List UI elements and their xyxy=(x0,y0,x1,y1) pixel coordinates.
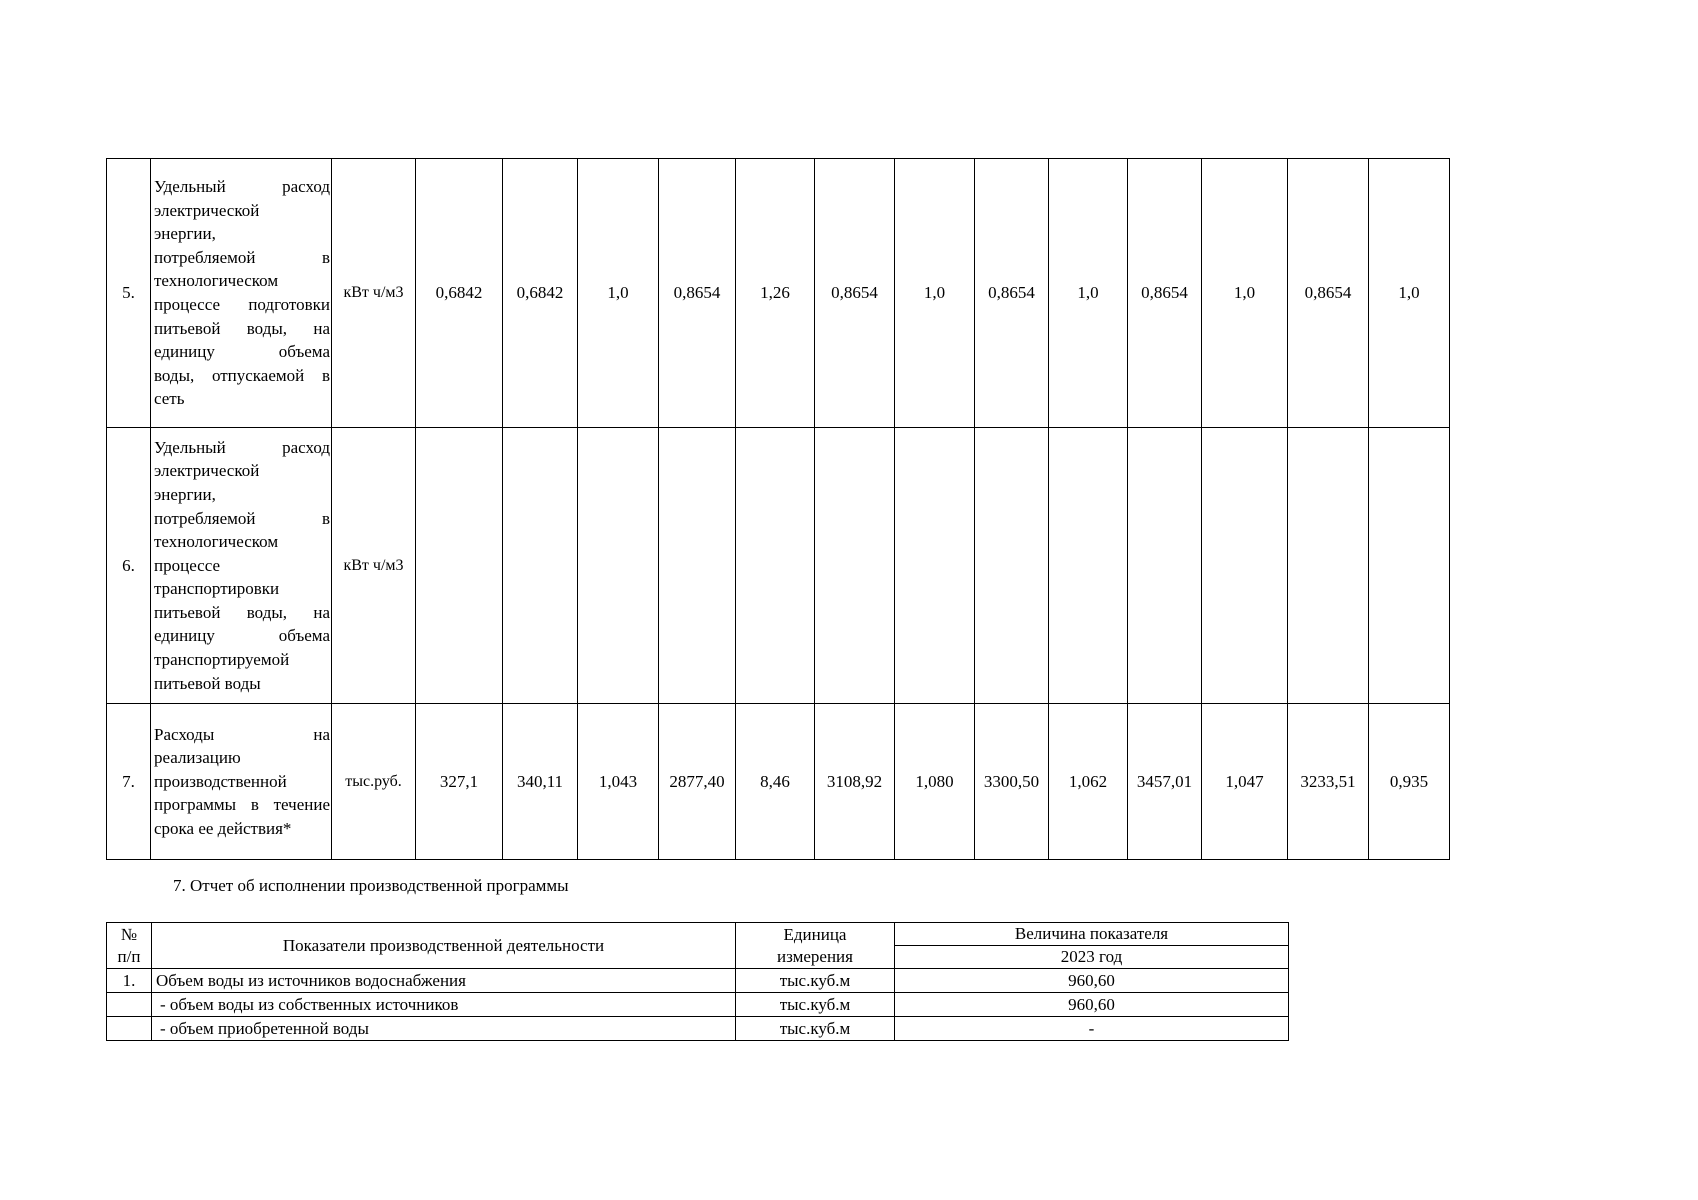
description-line: питьевой воды, на xyxy=(154,602,330,622)
value-cell: 0,8654 xyxy=(1288,159,1369,428)
value-cell: 0,6842 xyxy=(416,159,503,428)
description-line: Расходы на xyxy=(154,724,330,744)
value-cell: 3300,50 xyxy=(975,704,1049,860)
description-line: энергии, xyxy=(154,224,216,244)
value-cell: 0,8654 xyxy=(1128,159,1202,428)
value-cell xyxy=(815,428,895,704)
value-cell xyxy=(736,428,815,704)
indicator-row xyxy=(107,159,1450,428)
section-title: 7. Отчет об исполнении производственной программы xyxy=(173,876,569,895)
value-cell xyxy=(1369,428,1450,704)
row-number: 6. xyxy=(107,428,151,704)
indicator-row xyxy=(107,704,1450,860)
header-unit xyxy=(736,923,895,969)
description-line: потребляемой в xyxy=(154,508,330,528)
value-cell: 0,8654 xyxy=(659,159,736,428)
value-cell: 340,11 xyxy=(503,704,578,860)
value-cell xyxy=(416,428,503,704)
value-cell xyxy=(503,428,578,704)
description-line: программы в течение xyxy=(154,795,330,815)
header-value-group: Величина показателя xyxy=(895,923,1289,946)
report-table-body xyxy=(107,969,1289,1041)
description-line: потребляемой в xyxy=(154,247,330,267)
row-number: 7. xyxy=(107,704,151,860)
value-cell: 1,26 xyxy=(736,159,815,428)
description-line: единицу объема xyxy=(154,626,330,646)
report-unit: тыс.куб.м xyxy=(736,969,895,993)
value-cell xyxy=(975,428,1049,704)
report-value: 960,60 xyxy=(895,969,1289,993)
header-num-text: № п/п xyxy=(117,924,141,966)
report-row xyxy=(107,969,1289,993)
description-line: транспортировки xyxy=(154,579,280,599)
value-cell: 0,8654 xyxy=(815,159,895,428)
value-cell: 8,46 xyxy=(736,704,815,860)
value-cell xyxy=(895,428,975,704)
header-unit-text: Единица измерения xyxy=(777,924,853,966)
report-unit: тыс.куб.м xyxy=(736,1017,895,1041)
value-cell xyxy=(1128,428,1202,704)
description-line: срока ее действия* xyxy=(154,818,292,838)
header-indicators: Показатели производственной деятельности xyxy=(152,923,736,969)
value-cell xyxy=(1202,428,1288,704)
indicators-table-body xyxy=(107,159,1450,860)
indicator-description xyxy=(151,428,332,704)
value-cell: 1,043 xyxy=(578,704,659,860)
value-cell xyxy=(1049,428,1128,704)
indicator-description xyxy=(151,159,332,428)
value-cell: 1,0 xyxy=(1202,159,1288,428)
value-cell: 1,062 xyxy=(1049,704,1128,860)
description-line: единицу объема xyxy=(154,342,330,362)
description-line: процессе подготовки xyxy=(154,295,330,314)
report-row xyxy=(107,1017,1289,1041)
description-line: питьевой воды xyxy=(154,673,261,693)
description-line: транспортируемой xyxy=(154,650,290,670)
description-line: производственной xyxy=(154,771,287,791)
description-line: Удельный расход xyxy=(154,177,330,197)
value-cell: 1,080 xyxy=(895,704,975,860)
value-cell: 1,0 xyxy=(1369,159,1450,428)
report-value: 960,60 xyxy=(895,993,1289,1017)
description-line: процессе xyxy=(154,555,221,575)
description-line: энергии, xyxy=(154,484,216,504)
indicators-table xyxy=(106,158,1450,860)
report-header-row-1 xyxy=(107,923,1289,946)
value-cell xyxy=(1288,428,1369,704)
report-row-number: 1. xyxy=(107,969,152,993)
value-cell: 3233,51 xyxy=(1288,704,1369,860)
value-cell xyxy=(578,428,659,704)
description-line: реализацию xyxy=(154,748,241,768)
description-line: электрической xyxy=(154,200,260,220)
value-cell: 2877,40 xyxy=(659,704,736,860)
report-row-number xyxy=(107,1017,152,1041)
report-unit: тыс.куб.м xyxy=(736,993,895,1017)
value-cell: 3457,01 xyxy=(1128,704,1202,860)
report-row xyxy=(107,993,1289,1017)
value-cell: 0,935 xyxy=(1369,704,1450,860)
unit-of-measure: тыс.руб. xyxy=(332,704,416,860)
description-line: технологическом xyxy=(154,271,279,291)
value-cell: 1,047 xyxy=(1202,704,1288,860)
value-cell: 0,8654 xyxy=(975,159,1049,428)
description-line: воды, отпускаемой в xyxy=(154,365,330,385)
report-indicator: - объем воды из собственных источников xyxy=(152,993,736,1017)
report-table xyxy=(106,922,1289,1041)
value-cell: 327,1 xyxy=(416,704,503,860)
value-cell: 0,6842 xyxy=(503,159,578,428)
report-indicator: Объем воды из источников водоснабжения xyxy=(152,969,736,993)
indicator-row xyxy=(107,428,1450,704)
value-cell xyxy=(659,428,736,704)
report-row-number xyxy=(107,993,152,1017)
row-number: 5. xyxy=(107,159,151,428)
description-line: сеть xyxy=(154,389,185,409)
description-line: Удельный расход xyxy=(154,437,330,457)
description-line: электрической xyxy=(154,461,260,481)
report-value: - xyxy=(895,1017,1289,1041)
value-cell: 1,0 xyxy=(1049,159,1128,428)
description-line: технологическом xyxy=(154,532,279,552)
header-num xyxy=(107,923,152,969)
indicator-description xyxy=(151,704,332,860)
description-line: питьевой воды, на xyxy=(154,318,330,338)
header-year: 2023 год xyxy=(895,946,1289,969)
value-cell: 3108,92 xyxy=(815,704,895,860)
report-indicator: - объем приобретенной воды xyxy=(152,1017,736,1041)
value-cell: 1,0 xyxy=(895,159,975,428)
unit-of-measure: кВт ч/м3 xyxy=(332,159,416,428)
value-cell: 1,0 xyxy=(578,159,659,428)
unit-of-measure: кВт ч/м3 xyxy=(332,428,416,704)
